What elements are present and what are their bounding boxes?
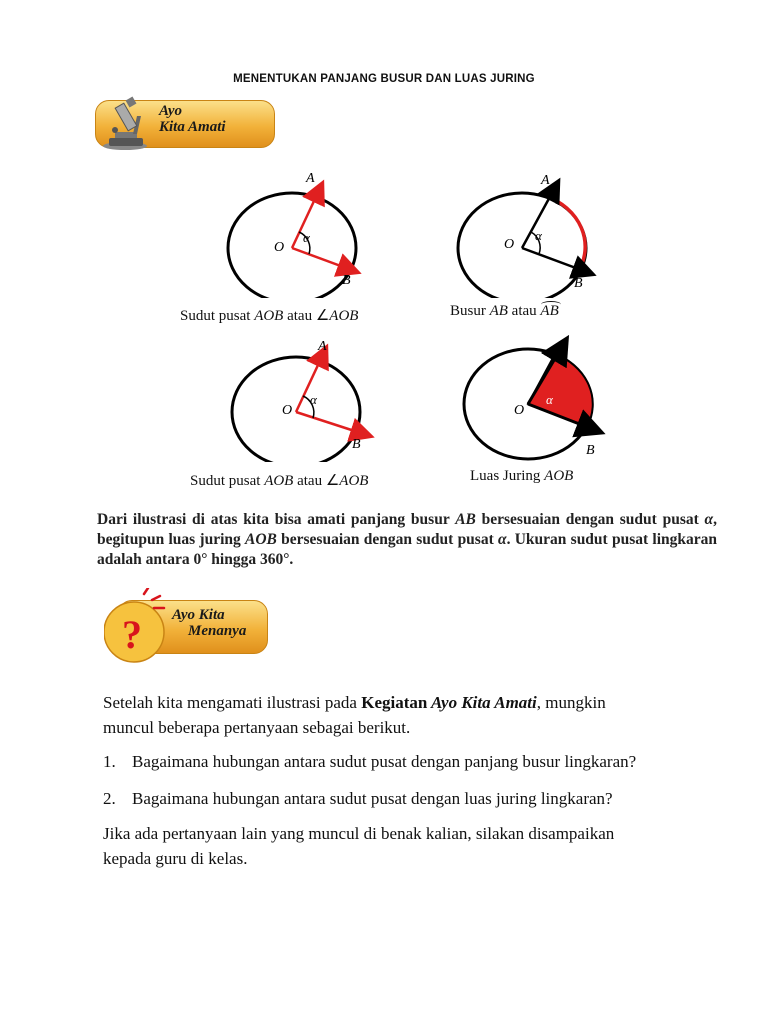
label-o: O <box>504 237 515 252</box>
figure-busur-ab <box>440 168 630 298</box>
arc-overline <box>541 301 561 308</box>
badge-line1: Ayo <box>159 103 183 119</box>
list-item: 2. Bagaimana hubungan antara sudut pusat dengan luas juring lingkaran? <box>103 789 613 808</box>
badge-line2: Menanya <box>188 622 247 639</box>
label-b: B <box>574 276 583 291</box>
label-alpha: α <box>310 392 317 407</box>
caption-fig2: Busur AB atau AB <box>450 303 559 320</box>
paragraph-closing: Jika ada pertanyaan lain yang muncul di benak kalian, silakan disampaikan kepada guru di kelas. <box>103 824 615 868</box>
caption-fig3: Sudut pusat AOB atau ∠AOB <box>190 473 369 489</box>
label-b: B <box>342 273 351 288</box>
arc-ab <box>546 196 585 272</box>
label-o: O <box>282 403 293 418</box>
page-title: MENENTUKAN PANJANG BUSUR DAN LUAS JURING <box>233 73 535 85</box>
paragraph-observation: Dari ilustrasi di atas kita bisa amati panjang busur AB bersesuaian dengan sudut pusat α, begitupun luas juring AOB bersesuaian dengan sudut pusat α. Ukuran sudut pusat lingkaran adalah antara 0° hingga 360°. <box>97 511 718 568</box>
label-alpha: α <box>303 230 310 245</box>
caption-fig1: Sudut pusat AOB atau ∠AOB <box>180 308 359 324</box>
label-a: A <box>557 341 566 356</box>
question-mark-icon <box>104 588 170 666</box>
caption-fig4: Luas Juring AOB <box>470 468 574 484</box>
label-o: O <box>274 240 285 255</box>
label-alpha: α <box>535 228 542 243</box>
list-item: 1. Bagaimana hubungan antara sudut pusat dengan panjang busur lingkaran? <box>103 752 637 771</box>
label-o: O <box>514 403 525 418</box>
figure-sudut-pusat-1 <box>210 168 400 298</box>
figure-sudut-pusat-2 <box>212 332 402 462</box>
badge-ayo-kita-amati <box>95 96 275 152</box>
label-alpha: α <box>546 392 553 407</box>
badge-ayo-kita-menanya <box>104 588 269 666</box>
paragraph-intro-questions: Setelah kita mengamati ilustrasi pada Kegiatan Ayo Kita Amati, mungkin muncul beberapa pertanyaan sebagai berikut. <box>103 693 606 737</box>
label-a: A <box>318 339 327 354</box>
svg-text:?: ? <box>122 612 142 657</box>
label-b: B <box>352 437 361 452</box>
radius-ob <box>292 248 357 272</box>
badge-line2: Kita Amati <box>159 118 226 135</box>
label-a: A <box>306 171 315 186</box>
label-a: A <box>541 173 550 188</box>
badge-line1: Ayo Kita <box>172 607 225 623</box>
label-b: B <box>586 443 595 458</box>
microscope-icon <box>97 96 157 152</box>
figure-luas-juring <box>444 332 634 462</box>
